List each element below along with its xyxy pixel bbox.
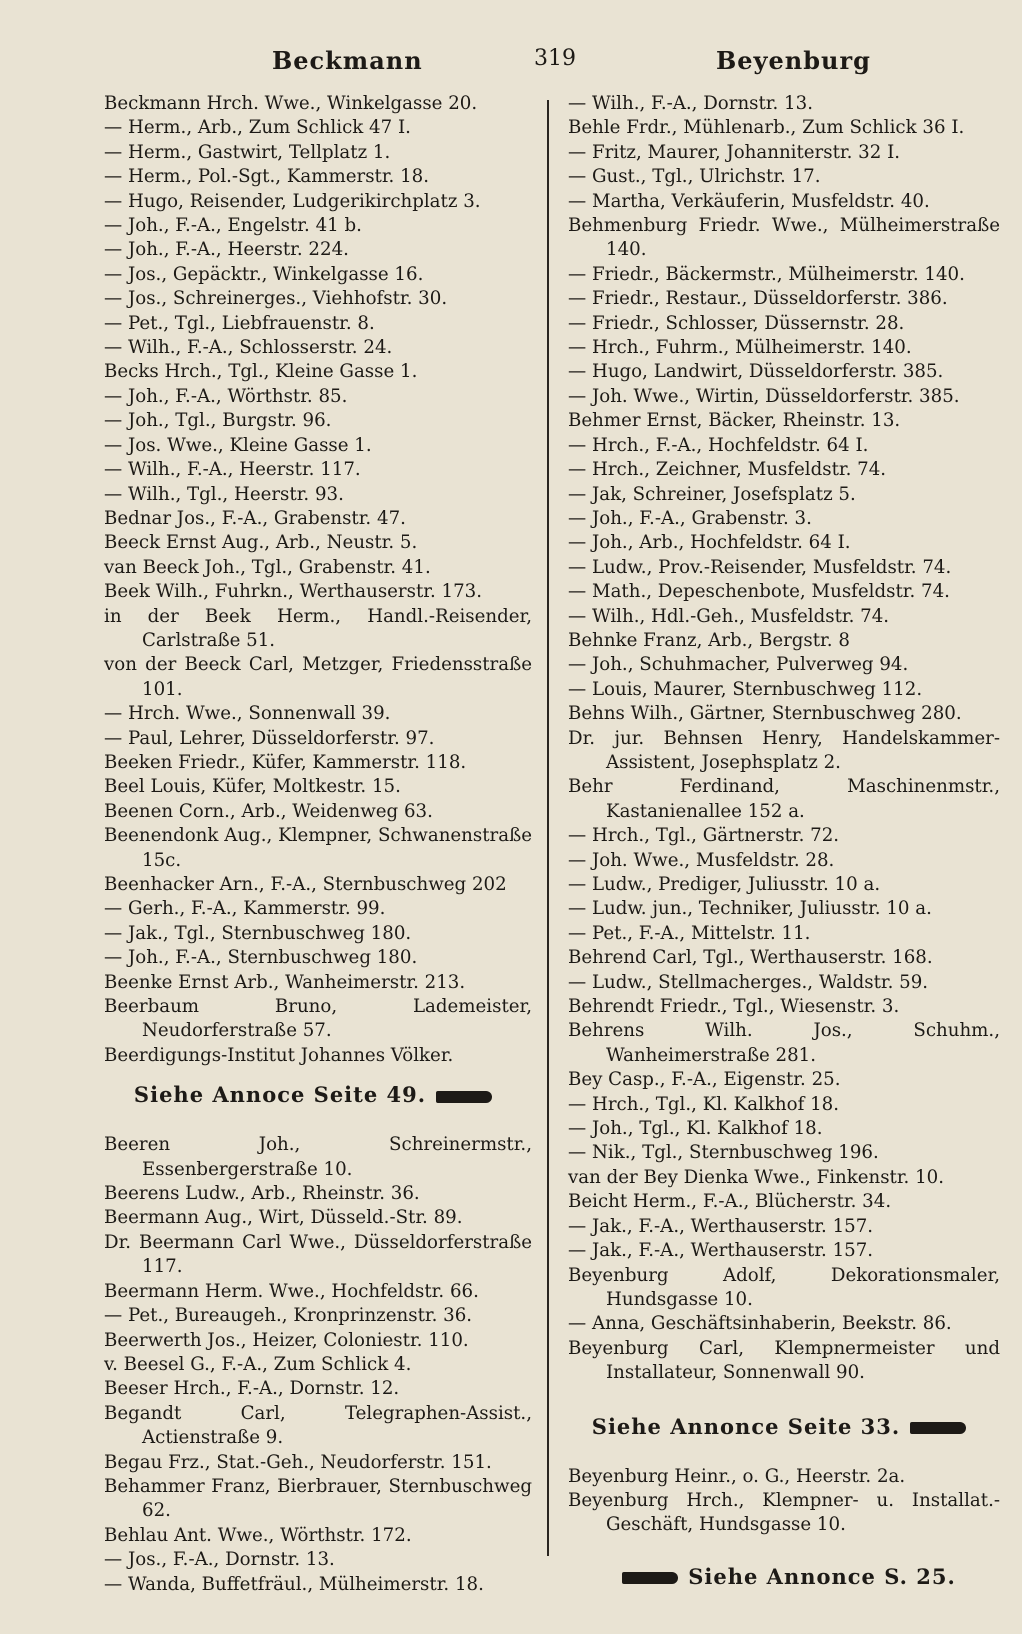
directory-entry: — Friedr., Restaur., Düsseldorferstr. 386. (568, 288, 948, 310)
directory-entry: Beyenburg Carl, Klempnermeister und Installateur, Sonnenwall 90. (568, 1337, 1000, 1384)
directory-entry: Behammer Franz, Bierbrauer, Sternbuschweg 62. (104, 1475, 532, 1522)
directory-entry: — Herm., Pol.-Sgt., Kammerstr. 18. (104, 166, 430, 188)
left-annonce (104, 1082, 532, 1107)
directory-entry: Beicht Herm., F.-A., Blücherstr. 34. (568, 1191, 892, 1213)
directory-entry: Beyenburg Hrch., Klempner- u. Installat.-Geschäft, Hundsgasse 10. (568, 1489, 1000, 1536)
directory-entry: Beeck Ernst Aug., Arb., Neustr. 5. (104, 532, 418, 554)
directory-entry: Beenendonk Aug., Klempner, Schwanenstraße 15c. (104, 825, 532, 871)
directory-entry: v. Beesel G., F.-A., Zum Schlick 4. (104, 1353, 412, 1375)
directory-entry: — Fritz, Maurer, Johanniterstr. 32 I. (568, 141, 901, 163)
directory-entry: — Wilh., Hdl.-Geh., Musfeldstr. 74. (568, 605, 890, 627)
directory-entry: — Pet., Bureaugeh., Kronprinzenstr. 36. (104, 1305, 473, 1327)
directory-entry: Beenhacker Arn., F.-A., Sternbuschweg 202 (104, 874, 507, 895)
directory-entry: Beenke Ernst Arb., Wanheimerstr. 213. (104, 971, 466, 993)
directory-entry: Beerdigungs-Institut Johannes Völker. (104, 1044, 454, 1066)
directory-entry: Beerens Ludw., Arb., Rheinstr. 36. (104, 1183, 420, 1205)
directory-entry: — Joh., F.-A., Heerstr. 224. (104, 239, 349, 261)
directory-entry: — Hrch., Fuhrm., Mülheimerstr. 140. (568, 337, 912, 359)
directory-entry: — Joh. Wwe., Wirtin, Düsseldorferstr. 385. (568, 385, 960, 407)
directory-entry: — Jos., F.-A., Dornstr. 13. (104, 1549, 335, 1571)
directory-entry: Behlau Ant. Wwe., Wörthstr. 172. (104, 1524, 412, 1546)
annonce-text: Siehe Annonce Seite 33. (591, 1413, 901, 1439)
directory-entry: — Hrch., Tgl., Gärtnerstr. 72. (568, 825, 840, 847)
directory-entry: — Joh. Wwe., Musfeldstr. 28. (568, 849, 835, 871)
right-entry-list (568, 92, 1000, 1386)
directory-entry: — Ludw., Prediger, Juliusstr. 10 a. (568, 874, 881, 895)
directory-entry: Behr Ferdinand, Maschinenmstr., Kastanienallee 152 a. (568, 776, 1000, 822)
directory-entry: — Joh., F.-A., Grabenstr. 3. (568, 507, 812, 529)
directory-entry: — Herm., Gastwirt, Tellplatz 1. (104, 141, 391, 163)
directory-entry: — Hrch., F.-A., Hochfeldstr. 64 I. (568, 434, 869, 456)
directory-entry: — Friedr., Bäckermstr., Mülheimerstr. 140. (568, 263, 965, 285)
directory-entry: van der Bey Dienka Wwe., Finkenstr. 10. (568, 1166, 945, 1188)
directory-entry: Beeken Friedr., Küfer, Kammerstr. 118. (104, 751, 467, 773)
directory-entry: — Joh., F.-A., Wörthstr. 85. (104, 385, 348, 407)
directory-entry: Behle Frdr., Mühlenarb., Zum Schlick 36 I. (568, 117, 965, 139)
directory-entry: — Jak., F.-A., Werthauserstr. 157. (568, 1240, 874, 1262)
directory-entry: Bey Casp., F.-A., Eigenstr. 25. (568, 1069, 841, 1091)
directory-entry: Behrendt Friedr., Tgl., Wiesenstr. 3. (568, 996, 900, 1018)
directory-entry: Beeren Joh., Schreinermstr., Essenbergerstraße 10. (104, 1134, 532, 1180)
directory-entry: — Friedr., Schlosser, Düssernstr. 28. (568, 312, 905, 334)
directory-entry: Bednar Jos., F.-A., Grabenstr. 47. (104, 507, 406, 529)
directory-entry: Behmenburg Friedr. Wwe., Mülheimerstraße 140. (568, 215, 1000, 261)
header-right-word: Beyenburg (716, 46, 871, 75)
directory-entry: Behnke Franz, Arb., Bergstr. 8 (568, 629, 850, 651)
directory-entry: Becks Hrch., Tgl., Kleine Gasse 1. (104, 361, 418, 383)
directory-entry: — Ludw. jun., Techniker, Juliusstr. 10 a. (568, 898, 932, 920)
directory-entry: Behmer Ernst, Bäcker, Rheinstr. 13. (568, 410, 901, 432)
directory-entry: Beerwerth Jos., Heizer, Coloniestr. 110. (104, 1329, 469, 1351)
right-column (568, 92, 1000, 1615)
directory-entry: — Jos. Wwe., Kleine Gasse 1. (104, 434, 372, 456)
annonce-text: Siehe Annoce Seite 49. (133, 1082, 427, 1108)
directory-entry: — Wilh., F.-A., Schlosserstr. 24. (104, 337, 393, 359)
directory-entry: — Joh., Schuhmacher, Pulverweg 94. (568, 654, 909, 676)
directory-entry: — Nik., Tgl., Sternbuschweg 196. (568, 1142, 879, 1164)
directory-entry: — Joh., Tgl., Kl. Kalkhof 18. (568, 1118, 823, 1140)
directory-entry: — Jak, Schreiner, Josefsplatz 5. (568, 483, 856, 505)
directory-entry: — Jak., F.-A., Werthauserstr. 157. (568, 1215, 874, 1237)
left-entry-list-2 (104, 1133, 532, 1597)
directory-entry: — Jos., Gepäcktr., Winkelgasse 16. (104, 263, 424, 285)
left-entry-list (104, 92, 532, 1068)
directory-entry: Beel Louis, Küfer, Moltkestr. 15. (104, 776, 401, 798)
directory-entry: — Gust., Tgl., Ulrichstr. 17. (568, 166, 821, 188)
directory-entry: Begandt Carl, Telegraphen-Assist., Actienstraße 9. (104, 1402, 532, 1449)
left-column (104, 92, 532, 1597)
pointing-hand-icon (910, 1422, 966, 1434)
directory-entry: Dr. Beermann Carl Wwe., Düsseldorferstraße 117. (104, 1231, 532, 1278)
directory-entry: — Joh., F.-A., Sternbuschweg 180. (104, 947, 418, 969)
directory-entry: — Math., Depeschenbote, Musfeldstr. 74. (568, 581, 950, 603)
directory-entry: — Wilh., Tgl., Heerstr. 93. (104, 483, 344, 505)
directory-entry: Behns Wilh., Gärtner, Sternbuschweg 280. (568, 703, 962, 725)
directory-entry: — Hugo, Reisender, Ludgerikirchplatz 3. (104, 190, 481, 212)
directory-entry: Behrend Carl, Tgl., Werthauserstr. 168. (568, 947, 933, 969)
directory-entry: Beermann Herm. Wwe., Hochfeldstr. 66. (104, 1280, 479, 1302)
pointing-hand-icon (436, 1091, 492, 1103)
directory-entry: — Hrch., Tgl., Kl. Kalkhof 18. (568, 1093, 840, 1115)
directory-entry: — Gerh., F.-A., Kammerstr. 99. (104, 898, 386, 920)
directory-entry: — Hrch. Wwe., Sonnenwall 39. (104, 703, 391, 725)
directory-entry: Dr. jur. Behnsen Henry, Handelskammer-Assistent, Josephsplatz 2. (568, 727, 1000, 773)
right-entry-list-2 (568, 1465, 1000, 1538)
directory-entry: — Herm., Arb., Zum Schlick 47 I. (104, 117, 411, 139)
directory-entry: Beyenburg Adolf, Dekorationsmaler, Hundsgasse 10. (568, 1264, 1000, 1310)
directory-entry: Beermann Aug., Wirt, Düsseld.-Str. 89. (104, 1207, 463, 1229)
directory-entry: Beek Wilh., Fuhrkn., Werthauserstr. 173. (104, 581, 483, 603)
directory-entry: — Joh., Arb., Hochfeldstr. 64 I. (568, 532, 851, 554)
page-number: 319 (534, 46, 576, 71)
directory-entry: Begau Frz., Stat.-Geh., Neudorferstr. 151. (104, 1451, 492, 1473)
directory-entry: van Beeck Joh., Tgl., Grabenstr. 41. (104, 556, 431, 578)
directory-entry: — Pet., Tgl., Liebfrauenstr. 8. (104, 312, 375, 334)
directory-entry: — Louis, Maurer, Sternbuschweg 112. (568, 678, 923, 700)
directory-entry: Beenen Corn., Arb., Weidenweg 63. (104, 800, 433, 822)
directory-entry: — Wanda, Buffetfräul., Mülheimerstr. 18. (104, 1573, 484, 1595)
directory-entry: — Jak., Tgl., Sternbuschweg 180. (104, 922, 412, 944)
directory-entry: Beckmann Hrch. Wwe., Winkelgasse 20. (104, 93, 478, 114)
directory-entry: — Ludw., Stellmacherges., Waldstr. 59. (568, 971, 929, 993)
column-divider (547, 100, 549, 1556)
right-annonce-2 (568, 1564, 1000, 1589)
directory-entry: Behrens Wilh. Jos., Schuhm., Wanheimerstraße 281. (568, 1020, 1000, 1066)
directory-entry: — Ludw., Prov.-Reisender, Musfeldstr. 74. (568, 556, 952, 578)
header-left-word: Beckmann (272, 46, 423, 75)
directory-entry: — Hrch., Zeichner, Musfeldstr. 74. (568, 459, 887, 481)
directory-entry: Beeser Hrch., F.-A., Dornstr. 12. (104, 1378, 400, 1400)
annonce-text: Siehe Annonce S. 25. (688, 1563, 956, 1589)
directory-entry: — Wilh., F.-A., Dornstr. 13. (568, 93, 813, 114)
directory-entry: in der Beek Herm., Handl.-Reisender, Carlstraße 51. (104, 605, 532, 651)
right-annonce-1 (568, 1414, 1000, 1439)
directory-entry: — Joh., Tgl., Burgstr. 96. (104, 410, 332, 432)
directory-entry: — Anna, Geschäftsinhaberin, Beekstr. 86. (568, 1313, 952, 1335)
directory-entry: Beerbaum Bruno, Lademeister, Neudorferstraße 57. (104, 996, 532, 1042)
directory-entry: von der Beeck Carl, Metzger, Friedensstraße 101. (104, 654, 532, 700)
directory-entry: — Hugo, Landwirt, Düsseldorferstr. 385. (568, 361, 944, 383)
directory-entry: Beyenburg Heinr., o. G., Heerstr. 2a. (568, 1465, 906, 1487)
directory-entry: — Jos., Schreinerges., Viehhofstr. 30. (104, 288, 448, 310)
directory-entry: — Martha, Verkäuferin, Musfeldstr. 40. (568, 190, 930, 212)
page-header (100, 40, 1022, 80)
pointing-hand-icon (622, 1572, 678, 1584)
directory-entry: — Joh., F.-A., Engelstr. 41 b. (104, 215, 362, 237)
directory-entry: — Pet., F.-A., Mittelstr. 11. (568, 922, 811, 944)
directory-entry: — Paul, Lehrer, Düsseldorferstr. 97. (104, 727, 435, 749)
directory-entry: — Wilh., F.-A., Heerstr. 117. (104, 459, 361, 481)
